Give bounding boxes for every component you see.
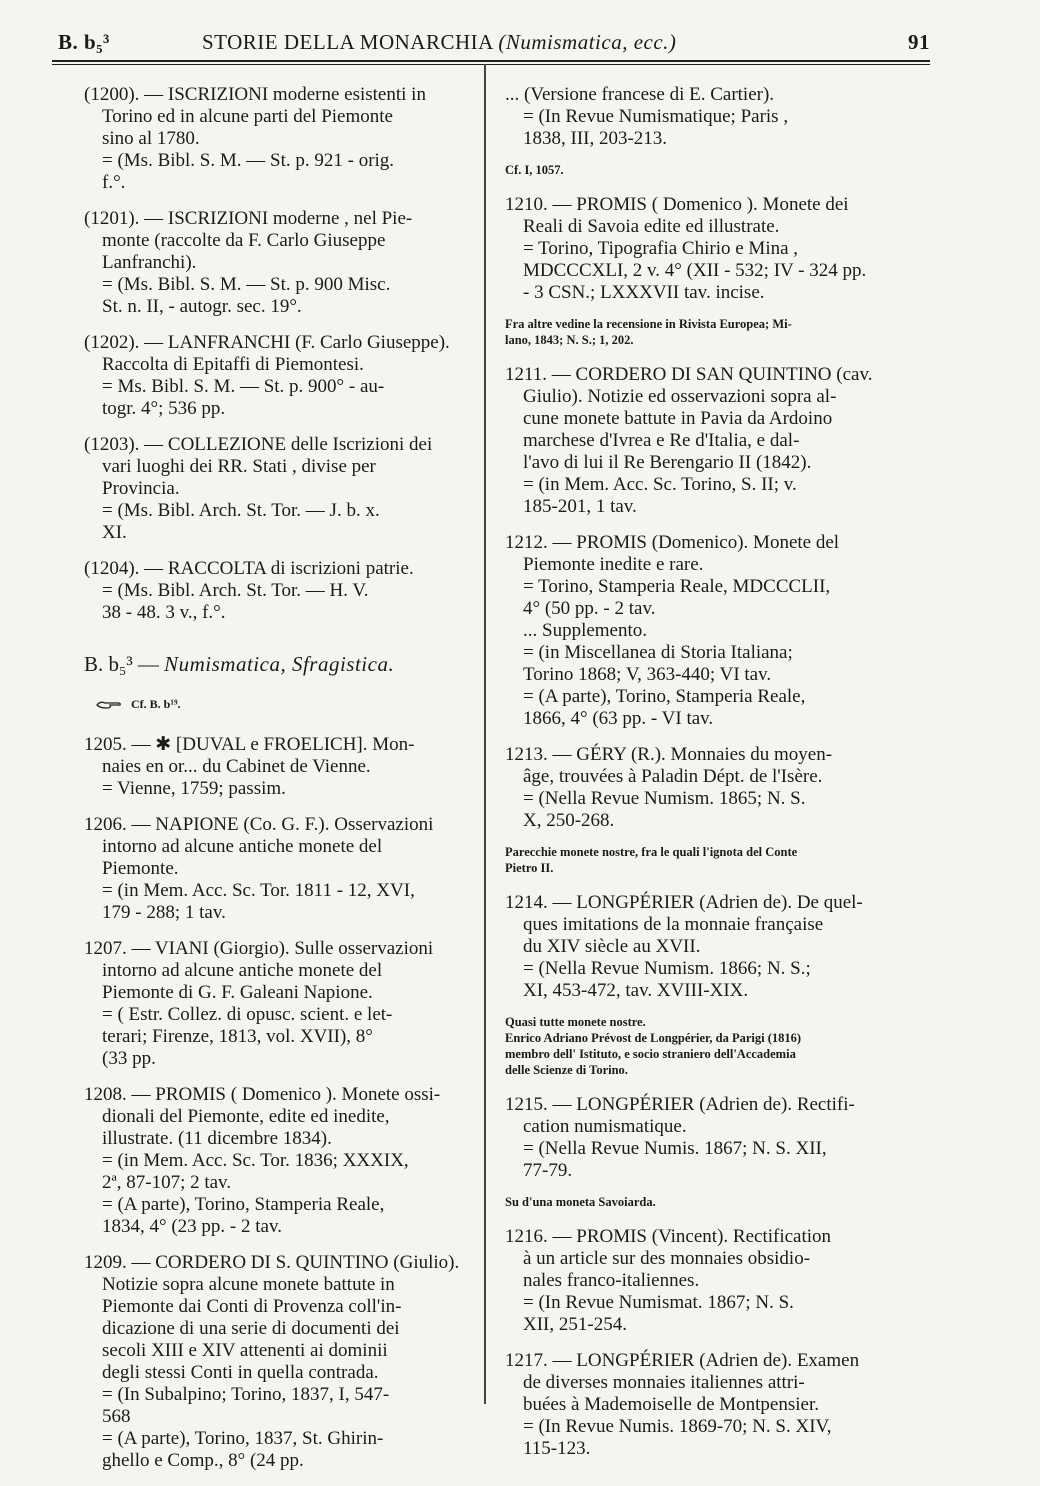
entry-line: (1201). — ISCRIZIONI moderne , nel Pie-	[84, 208, 413, 229]
entry-line: ques imitations de la monnaie française	[523, 914, 824, 935]
cross-reference-text: Cf. B. b¹⁹.	[131, 697, 181, 711]
bibliography-entry	[505, 1350, 905, 1460]
entry-line: = (Nella Revue Numis. 1867; N. S. XII,	[523, 1138, 827, 1159]
entry-line: = Vienne, 1759; passim.	[102, 778, 286, 799]
column-divider	[484, 64, 486, 1404]
entry-line: intorno ad alcune antiche monete del	[102, 960, 383, 981]
entry-line: Raccolta di Epitaffi di Piemontesi.	[102, 354, 364, 375]
entry-line: = Torino, Tipografia Chirio e Mina ,	[523, 238, 799, 259]
entry-line: = (In Revue Numismatique; Paris ,	[523, 106, 789, 127]
entry-line: 1209. — CORDERO DI S. QUINTINO (Giulio).	[84, 1252, 460, 1273]
bibliography-entry	[84, 734, 469, 800]
entry-line: (1202). — LANFRANCHI (F. Carlo Giuseppe).	[84, 332, 450, 353]
bibliography-entry	[505, 194, 905, 304]
right-column	[505, 84, 905, 1474]
entry-line: f.°.	[102, 172, 126, 193]
entry-line: dionali del Piemonte, edite ed inedite,	[102, 1106, 390, 1127]
running-header	[52, 26, 930, 62]
left-entries-top	[84, 84, 469, 624]
bibliography-entry	[84, 558, 469, 624]
entry-line: 1215. — LONGPÉRIER (Adrien de). Rectifi-	[505, 1094, 855, 1115]
cross-reference	[96, 697, 469, 712]
entry-line: 1207. — VIANI (Giorgio). Sulle osservazioni	[84, 938, 434, 959]
entry-line: nales franco-italiennes.	[523, 1270, 700, 1291]
entry-line: = (A parte), Torino, Stamperia Reale,	[523, 686, 806, 707]
entry-line: (1200). — ISCRIZIONI moderne esistenti in	[84, 84, 426, 105]
entry-line: = (in Miscellanea di Storia Italiana;	[523, 642, 793, 663]
note-line: Pietro II.	[505, 861, 554, 875]
entry-line: Lanfranchi).	[102, 252, 197, 273]
entry-line: ghello e Comp., 8° (24 pp.	[102, 1450, 304, 1471]
entry-line: l'avo di lui il Re Berengario II (1842).	[523, 452, 812, 473]
entry-line: Provincia.	[102, 478, 180, 499]
entry-line: vari luoghi dei RR. Stati , divise per	[102, 456, 376, 477]
entry-note	[505, 162, 905, 178]
entry-line: 179 - 288; 1 tav.	[102, 902, 226, 923]
entry-note	[505, 1194, 905, 1210]
entry-line: 2ª, 87-107; 2 tav.	[102, 1172, 232, 1193]
header-rule-thin	[52, 64, 930, 65]
entry-line: Piemonte inedite e rare.	[523, 554, 704, 575]
entry-line: = ( Estr. Collez. di opusc. scient. e let-	[102, 1004, 393, 1025]
entry-line: 4° (50 pp. - 2 tav.	[523, 598, 656, 619]
entry-line: ... Supplemento.	[523, 620, 648, 641]
entry-line: Piemonte di G. F. Galeani Napione.	[102, 982, 373, 1003]
entry-line: = (Nella Revue Numism. 1865; N. S.	[523, 788, 806, 809]
entry-line: 1216. — PROMIS (Vincent). Rectification	[505, 1226, 832, 1247]
right-entries	[505, 84, 905, 1460]
bibliography-entry	[84, 332, 469, 420]
note-line: Fra altre vedine la recensione in Rivista Europea; Mi-	[505, 317, 792, 331]
entry-line: 115-123.	[523, 1438, 591, 1459]
entry-line: X, 250-268.	[523, 810, 615, 831]
entry-line: Piemonte.	[102, 858, 179, 879]
bibliography-entry	[505, 744, 905, 832]
entry-line: 1211. — CORDERO DI SAN QUINTINO (cav.	[505, 364, 873, 385]
note-line: delle Scienze di Torino.	[505, 1063, 628, 1077]
entry-line: monte (raccolte da F. Carlo Giuseppe	[102, 230, 386, 251]
entry-line: XI, 453-472, tav. XVIII-XIX.	[523, 980, 749, 1001]
entry-line: degli stessi Conti in quella contrada.	[102, 1362, 379, 1383]
entry-line: = (Ms. Bibl. S. M. — St. p. 921 - orig.	[102, 150, 395, 171]
entry-line: togr. 4°; 536 pp.	[102, 398, 226, 419]
left-entries-bottom	[84, 734, 469, 1472]
entry-line: 1214. — LONGPÉRIER (Adrien de). De quel-	[505, 892, 863, 913]
entry-line: 1838, III, 203-213.	[523, 128, 668, 149]
page-number: 91	[908, 30, 930, 54]
entry-line: naies en or... du Cabinet de Vienne.	[102, 756, 371, 777]
note-line: Quasi tutte monete nostre.	[505, 1015, 646, 1029]
left-column	[84, 84, 469, 1486]
note-line: lano, 1843; N. S.; 1, 202.	[505, 333, 634, 347]
entry-line: = (Ms. Bibl. Arch. St. Tor. — H. V.	[102, 580, 369, 601]
entry-note	[505, 316, 905, 348]
entry-line: Torino ed in alcune parti del Piemonte	[102, 106, 393, 127]
bibliography-entry	[505, 532, 905, 730]
entry-line: intorno ad alcune antiche monete del	[102, 836, 383, 857]
header-title	[202, 30, 676, 55]
entry-line: 38 - 48. 3 v., f.°.	[102, 602, 226, 623]
entry-line: St. n. II, - autogr. sec. 19°.	[102, 296, 302, 317]
note-line: Enrico Adriano Prévost de Longpérier, da Parigi (1816)	[505, 1031, 802, 1045]
entry-line: marchese d'Ivrea e Re d'Italia, e dal-	[523, 430, 800, 451]
entry-note	[505, 844, 905, 876]
entry-line: (33 pp.	[102, 1048, 156, 1069]
entry-line: = (A parte), Torino, 1837, St. Ghirin-	[102, 1428, 384, 1449]
entry-line: 1213. — GÉRY (R.). Monnaies du moyen-	[505, 744, 833, 765]
entry-line: dicazione di una serie di documenti dei	[102, 1318, 400, 1339]
entry-line: illustrate. (11 dicembre 1834).	[102, 1128, 332, 1149]
note-line: membro dell' Istituto, e socio straniero dell'Accademia	[505, 1047, 796, 1061]
entry-line: terari; Firenze, 1813, vol. XVII), 8°	[102, 1026, 373, 1047]
entry-line: ... (Versione francese di E. Cartier).	[505, 84, 775, 105]
bibliography-entry	[505, 1226, 905, 1336]
bibliography-entry	[84, 814, 469, 924]
entry-line: = (A parte), Torino, Stamperia Reale,	[102, 1194, 385, 1215]
note-line: Cf. I, 1057.	[505, 163, 564, 177]
entry-line: secoli XIII e XIV attenenti ai dominii	[102, 1340, 388, 1361]
entry-line: = (Nella Revue Numism. 1866; N. S.;	[523, 958, 811, 979]
entry-line: âge, trouvées à Paladin Dépt. de l'Isère.	[523, 766, 823, 787]
header-rule	[52, 60, 930, 62]
entry-line: cation numismatique.	[523, 1116, 687, 1137]
bibliography-entry	[84, 1084, 469, 1238]
entry-line: 1866, 4° (63 pp. - VI tav.	[523, 708, 714, 729]
bibliography-entry	[84, 208, 469, 318]
entry-line: XII, 251-254.	[523, 1314, 627, 1335]
entry-line: = (in Mem. Acc. Sc. Tor. 1811 - 12, XVI,	[102, 880, 415, 901]
header-title-plain: STORIE DELLA MONARCHIA	[202, 30, 493, 54]
entry-line: = (In Revue Numismat. 1867; N. S.	[523, 1292, 794, 1313]
entry-note	[505, 1014, 905, 1078]
entry-line: 1212. — PROMIS (Domenico). Monete del	[505, 532, 840, 553]
bibliography-entry	[84, 84, 469, 194]
entry-line: Notizie sopra alcune monete battute in	[102, 1274, 395, 1295]
section-marker: B. b₅³	[58, 30, 110, 54]
pointing-hand-icon	[96, 700, 122, 710]
entry-line: 1205. — ✱ [DUVAL e FROELICH]. Mon-	[84, 734, 415, 755]
entry-line: = (in Mem. Acc. Sc. Tor. 1836; XXXIX,	[102, 1150, 409, 1171]
entry-line: (1203). — COLLEZIONE delle Iscrizioni dei	[84, 434, 433, 455]
note-line: Su d'una moneta Savoiarda.	[505, 1195, 656, 1209]
entry-line: 77-79.	[523, 1160, 573, 1181]
entry-line: = (In Subalpino; Torino, 1837, I, 547-	[102, 1384, 390, 1405]
entry-line: Torino 1868; V, 363-440; VI tav.	[523, 664, 772, 685]
entry-line: à un article sur des monnaies obsidio-	[523, 1248, 811, 1269]
entry-line: Giulio). Notizie ed osservazioni sopra al-	[523, 386, 837, 407]
entry-line: XI.	[102, 522, 127, 543]
entry-line: Reali di Savoia edite ed illustrate.	[523, 216, 780, 237]
entry-line: = (In Revue Numis. 1869-70; N. S. XIV,	[523, 1416, 832, 1437]
entry-line: 1217. — LONGPÉRIER (Adrien de). Examen	[505, 1350, 860, 1371]
entry-line: Piemonte dai Conti di Provenza coll'in-	[102, 1296, 402, 1317]
bibliography-entry	[505, 1094, 905, 1182]
entry-line: = Torino, Stamperia Reale, MDCCCLII,	[523, 576, 831, 597]
entry-line: 1834, 4° (23 pp. - 2 tav.	[102, 1216, 282, 1237]
section-title-plain: B. b₅³ —	[84, 652, 165, 676]
bibliography-entry	[84, 1252, 469, 1472]
bibliography-entry	[84, 938, 469, 1070]
entry-line: du XIV siècle au XVII.	[523, 936, 701, 957]
bibliography-entry	[505, 892, 905, 1002]
entry-line: sino al 1780.	[102, 128, 200, 149]
bibliography-entry	[84, 434, 469, 544]
entry-line: = (in Mem. Acc. Sc. Torino, S. II; v.	[523, 474, 797, 495]
section-title	[84, 652, 469, 677]
section-title-italic: Numismatica, Sfragistica.	[164, 652, 395, 676]
header-title-italic: (Numismatica, ecc.)	[498, 30, 677, 54]
entry-line: = (Ms. Bibl. S. M. — St. p. 900 Misc.	[102, 274, 391, 295]
entry-line: - 3 CSN.; LXXXVII tav. incise.	[523, 282, 765, 303]
entry-line: buées à Mademoiselle de Montpensier.	[523, 1394, 820, 1415]
entry-line: 1210. — PROMIS ( Domenico ). Monete dei	[505, 194, 849, 215]
bibliography-entry	[505, 364, 905, 518]
entry-line: = Ms. Bibl. S. M. — St. p. 900° - au-	[102, 376, 385, 397]
entry-line: cune monete battute in Pavia da Ardoino	[523, 408, 833, 429]
note-line: Parecchie monete nostre, fra le quali l'ignota del Conte	[505, 845, 798, 859]
entry-line: de diverses monnaies italiennes attri-	[523, 1372, 805, 1393]
entry-line: 1206. — NAPIONE (Co. G. F.). Osservazioni	[84, 814, 434, 835]
entry-line: (1204). — RACCOLTA di iscrizioni patrie.	[84, 558, 414, 579]
entry-line: MDCCCXLI, 2 v. 4° (XII - 532; IV - 324 pp.	[523, 260, 867, 281]
entry-line: 1208. — PROMIS ( Domenico ). Monete ossi-	[84, 1084, 441, 1105]
entry-line: = (Ms. Bibl. Arch. St. Tor. — J. b. x.	[102, 500, 380, 521]
bibliography-entry	[505, 84, 905, 150]
entry-line: 185-201, 1 tav.	[523, 496, 637, 517]
entry-line: 568	[102, 1406, 131, 1427]
